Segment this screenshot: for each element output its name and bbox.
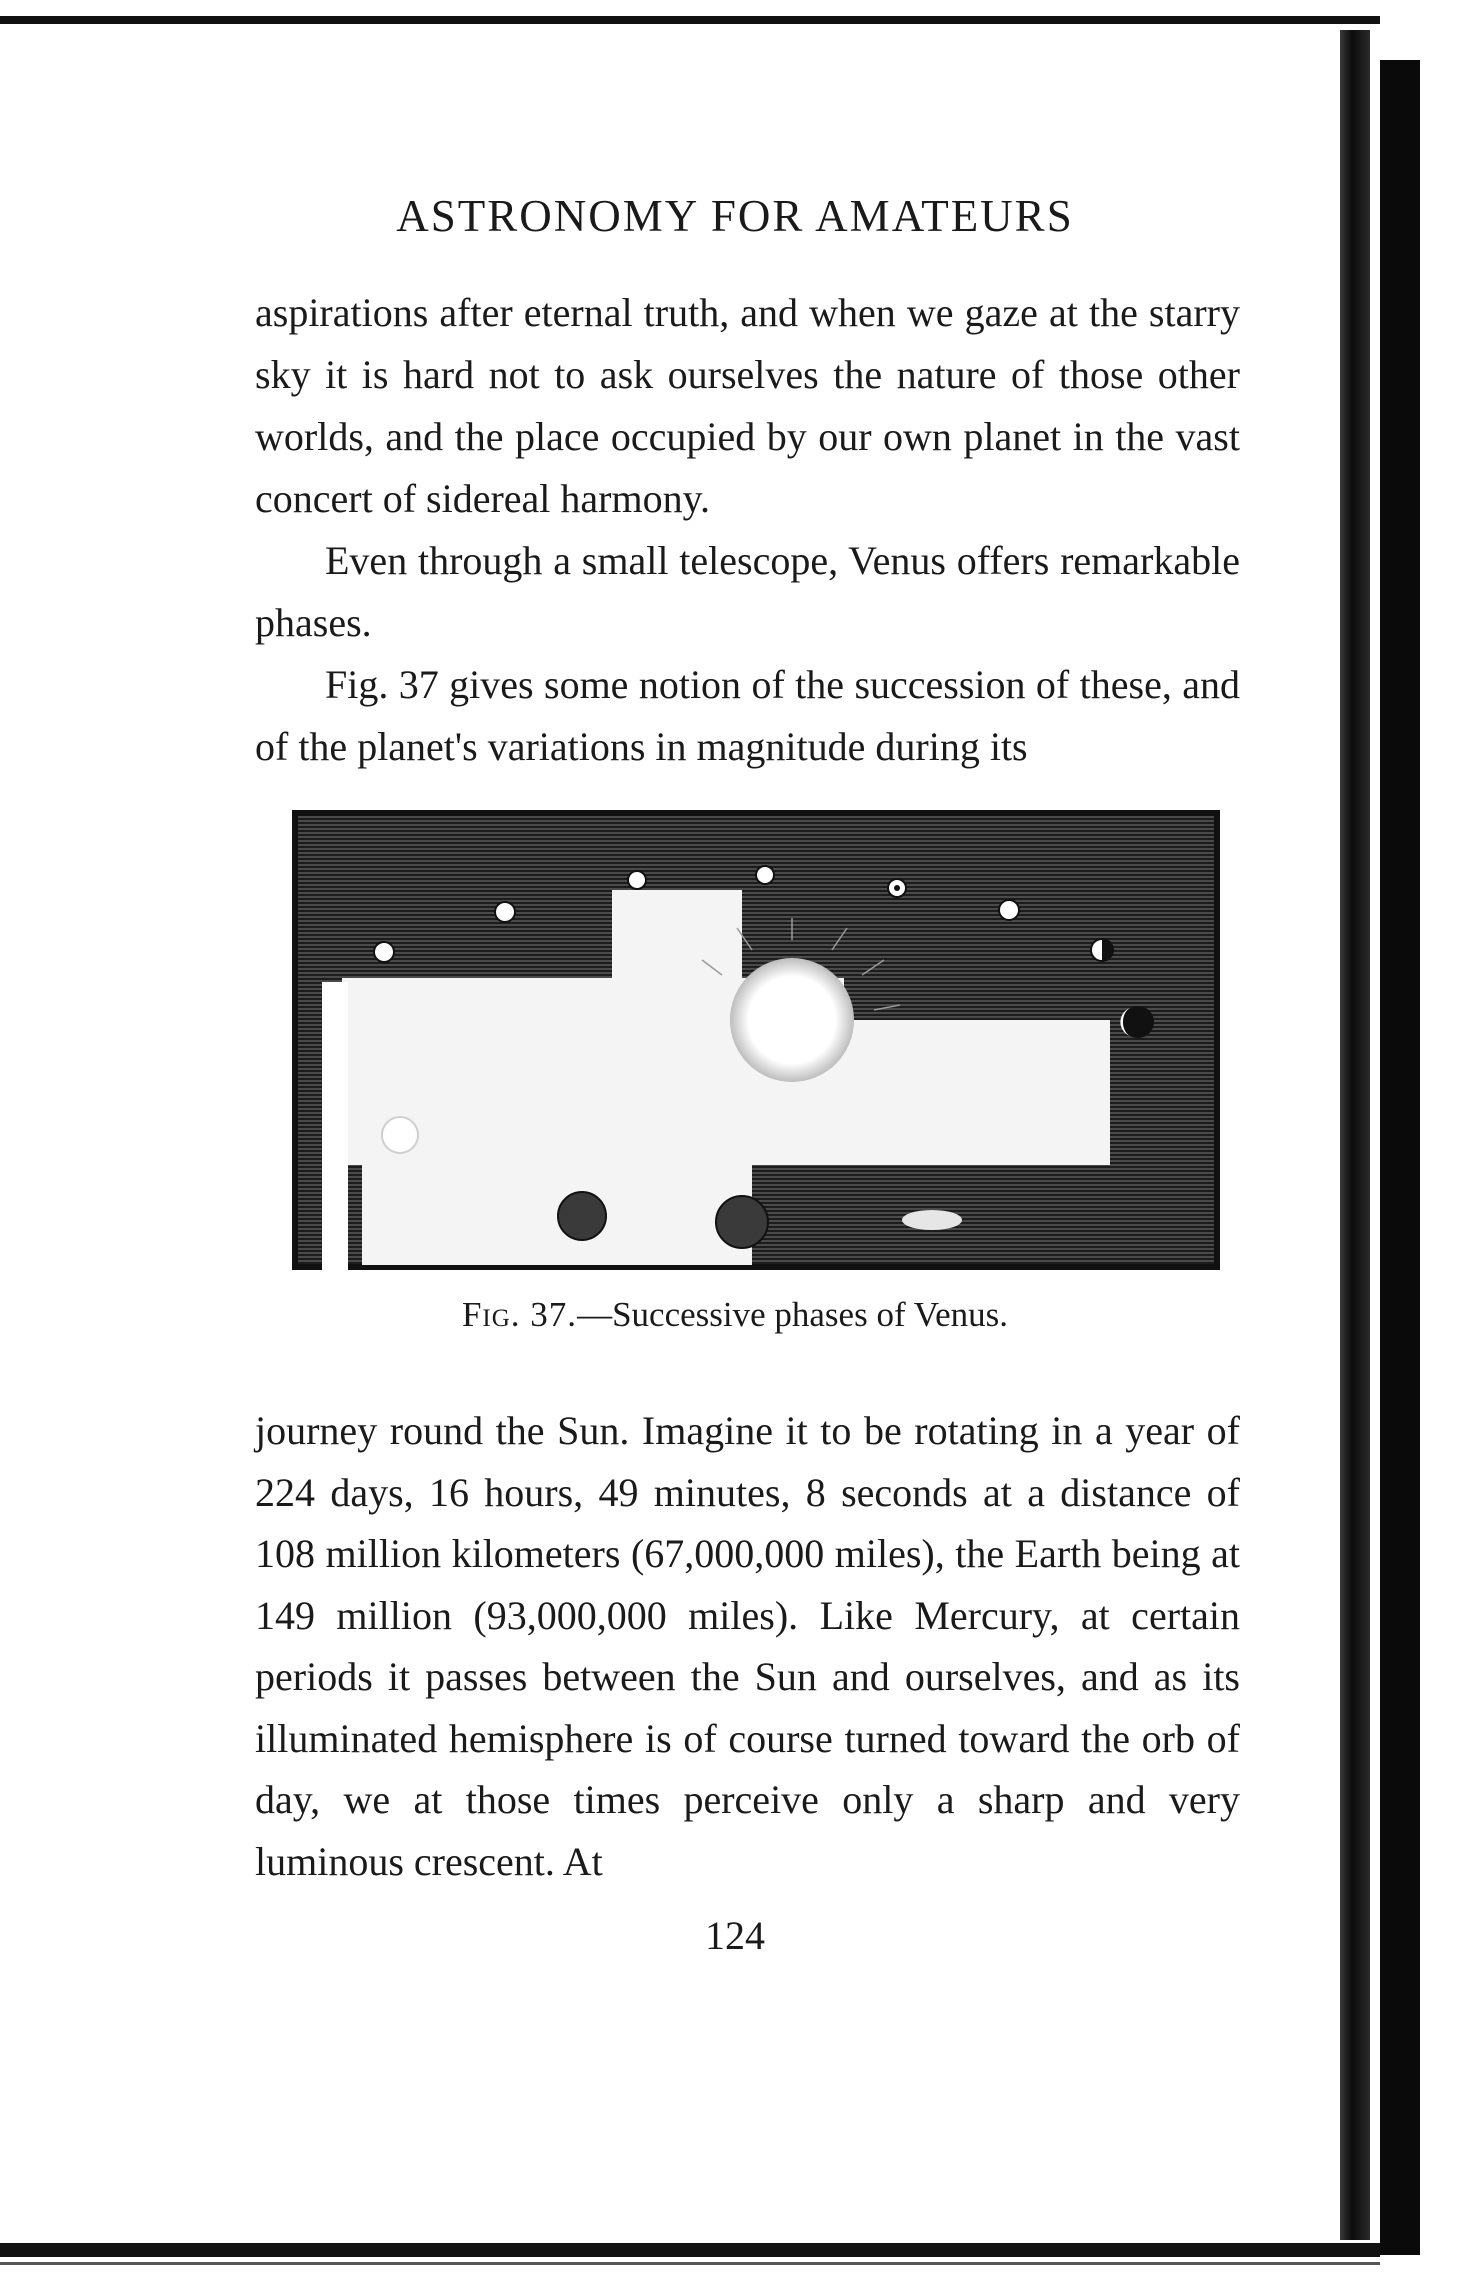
page-number: 124 xyxy=(705,1913,765,1958)
venus-half-phase xyxy=(999,900,1019,920)
page-edge-shadow xyxy=(1340,30,1370,2240)
venus-thin-crescent xyxy=(902,1210,962,1230)
figure-label: Fig. 37. xyxy=(461,1295,578,1334)
running-head: ASTRONOMY FOR AMATEURS xyxy=(396,191,1074,241)
venus-crescent-phase xyxy=(1123,1007,1153,1037)
sun xyxy=(730,958,854,1082)
figure-caption-text: —Successive phases of Venus. xyxy=(577,1295,1009,1334)
venus-full-phase-large xyxy=(382,1117,418,1153)
venus-phases-engraving xyxy=(292,810,1220,1270)
text-block-bottom xyxy=(255,1400,1240,1892)
venus-new-phase xyxy=(716,1196,768,1248)
venus-gibbous-phase xyxy=(628,871,646,889)
venus-gibbous-phase xyxy=(756,866,774,884)
top-border-rule xyxy=(0,16,1380,24)
venus-new-phase xyxy=(558,1192,606,1240)
bottom-border-rule xyxy=(0,2243,1380,2257)
venus-gibbous-phase xyxy=(495,902,515,922)
text-block-top xyxy=(255,282,1240,778)
paragraph: Fig. 37 gives some notion of the succession of these, and of the planet's variations in magnitude during its xyxy=(255,662,1240,769)
paragraph: aspirations after eternal truth, and when we gaze at the starry sky it is hard not to ask ourselves the nature of those other worlds, and the place occupied by our own planet in the vast concert of sidereal harmony. xyxy=(255,290,1240,521)
light-beam xyxy=(322,982,348,1270)
venus-full-phase xyxy=(374,942,394,962)
paragraph: Even through a small telescope, Venus offers remarkable phases. xyxy=(255,538,1240,645)
page-edge-gap xyxy=(1370,30,1380,2240)
venus-dot xyxy=(894,885,900,891)
figure-venus-phases xyxy=(292,810,1220,1270)
figure-caption xyxy=(0,1295,1470,1335)
paragraph: journey round the Sun. Imagine it to be rotating in a year of 224 days, 16 hours, 49 minutes, 8 seconds at a distance of 108 million kilometers (67,000,000 miles), the Earth being at 149 million (93,000,000 miles). Like Mercury, at certain periods it passes between the Sun and ourselves, and as its illuminated hemisphere is of course turned toward the orb of day, we at those times perceive only a sharp and very luminous crescent. At xyxy=(255,1408,1240,1884)
bottom-border-thin xyxy=(0,2262,1380,2265)
